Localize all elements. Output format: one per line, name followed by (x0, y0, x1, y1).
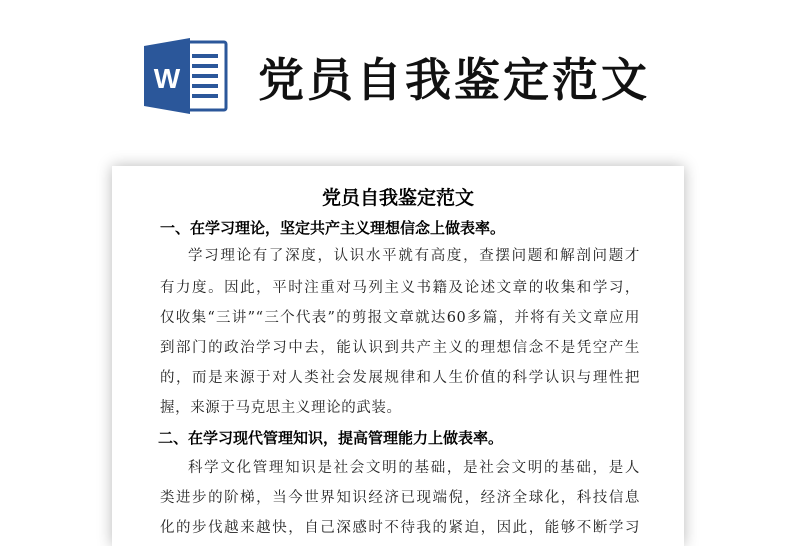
banner-header (0, 0, 800, 160)
paragraph-1-line: 的，而是来源于对人类社会发展规律和人生价值的科学认识与理性把 (160, 370, 640, 386)
section-heading-1: 一、在学习理论，坚定共产主义理想信念上做表率。 (160, 219, 506, 237)
paragraph-1-line: 学习理论有了深度，认识水平就有高度，查摆问题和解剖问题才 (188, 248, 640, 264)
document-title: 党员自我鉴定范文 (321, 187, 474, 209)
paragraph-1-line: 握，来源于马克思主义理论的武装。 (160, 400, 402, 416)
paragraph-1-line: 仅收集“三讲”“三个代表”的剪报文章就达60多篇，并将有关文章应用 (160, 310, 640, 326)
paragraph-2-line: 科学文化管理知识是社会文明的基础，是社会文明的基础，是人 (188, 460, 640, 476)
banner-title: 党员自我鉴定范文 (258, 53, 650, 107)
paragraph-2-line: 类进步的阶梯，当今世界知识经济已现端倪，经济全球化，科技信息 (160, 490, 640, 506)
section-heading-2: 二、在学习现代管理知识，提高管理能力上做表率。 (158, 429, 504, 447)
word-letter: W (153, 63, 181, 94)
word-document-icon (142, 36, 230, 116)
document-page (112, 166, 684, 546)
paragraph-1-line: 有力度。因此，平时注重对马列主义书籍及论述文章的收集和学习， (160, 280, 640, 296)
paragraph-2-line: 化的步伐越来越快，自己深感时不待我的紧迫，因此，能够不断学习 (160, 520, 640, 536)
paragraph-1-line: 到部门的政治学习中去，能认识到共产主义的理想信念不是凭空产生 (160, 340, 640, 356)
